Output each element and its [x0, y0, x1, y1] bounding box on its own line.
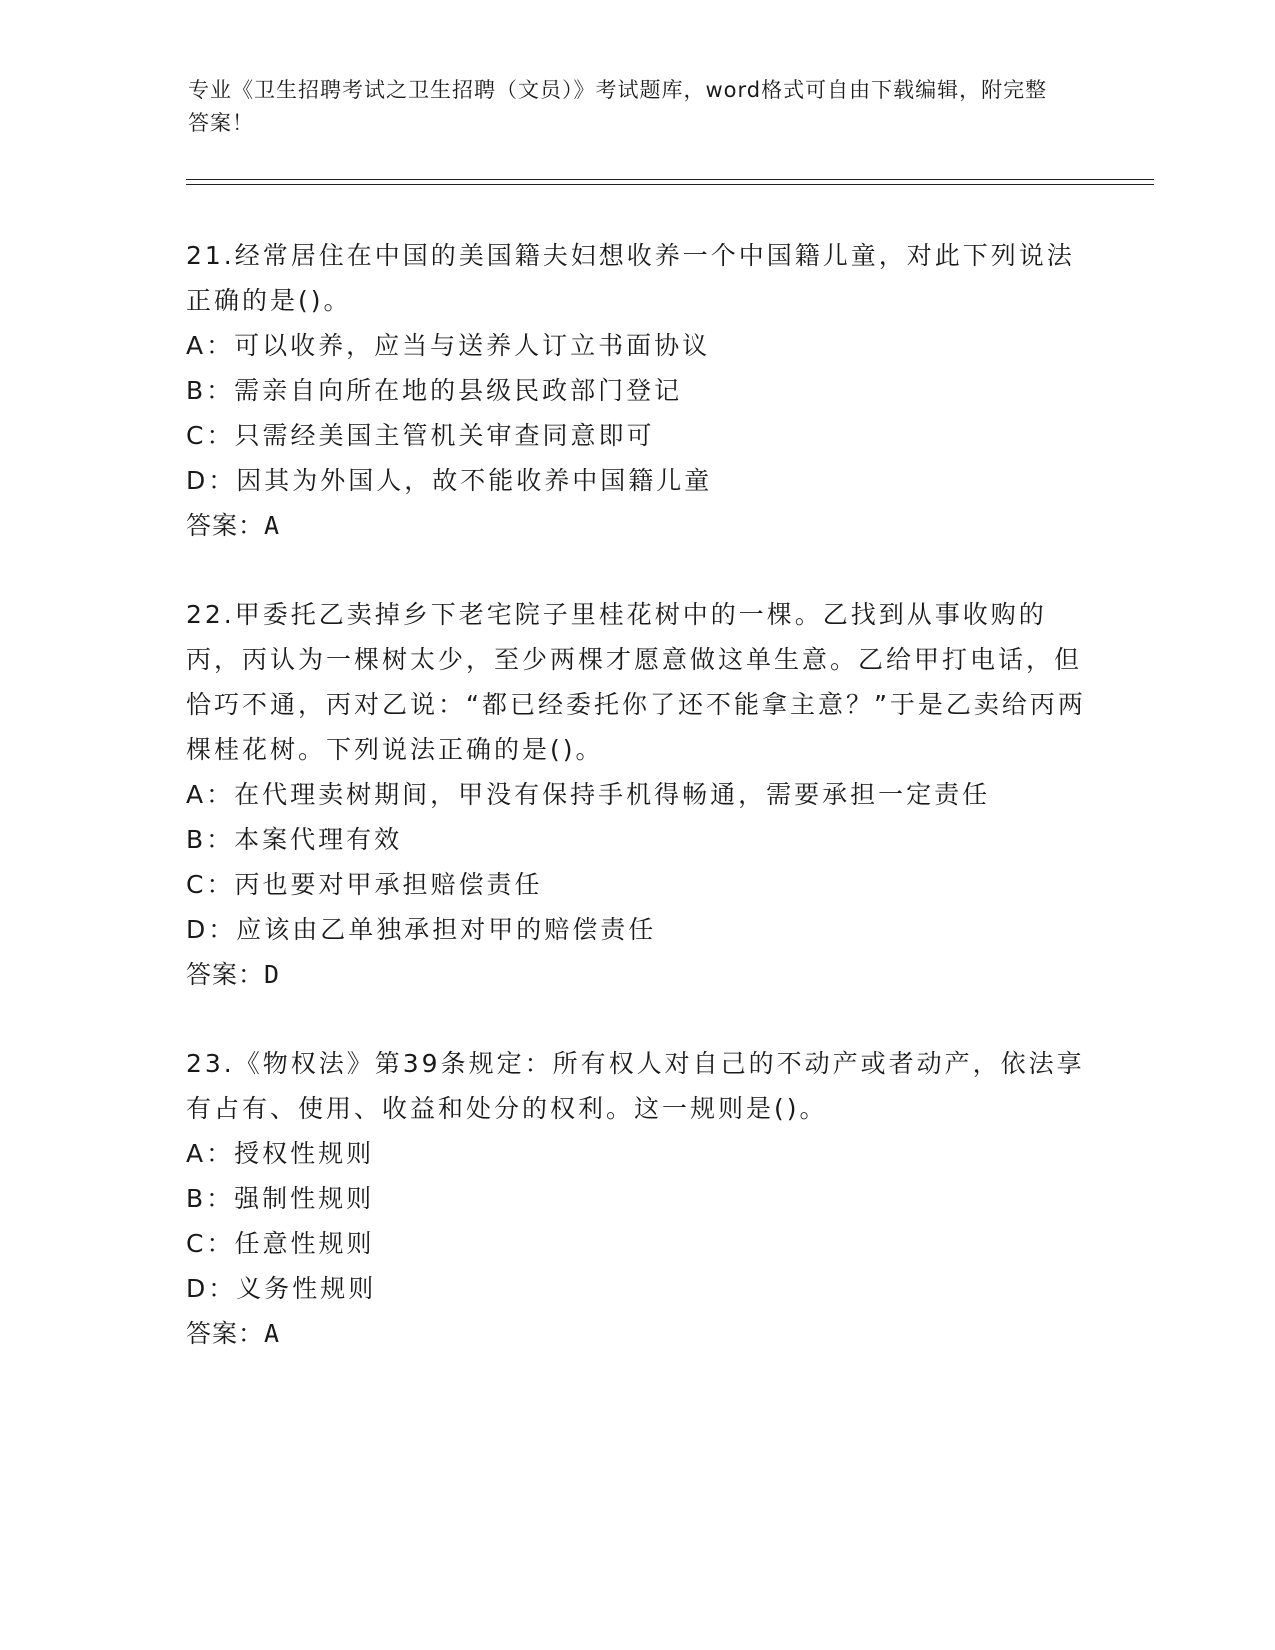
option-d: D：因其为外国人，故不能收养中国籍儿童 — [186, 466, 713, 495]
question-stem: 22.甲委托乙卖掉乡下老宅院子里桂花树中的一棵。乙找到从事收购的丙，丙认为一棵树太少，至少两棵才愿意做这单生意。乙给甲打电话，但恰巧不通，丙对乙说：“都已经委托你了还不能拿主意？”于是乙卖给丙两棵桂花树。下列说法正确的是()。 — [186, 600, 1086, 764]
answer-value: D — [264, 960, 281, 989]
option-a: A：在代理卖树期间，甲没有保持手机得畅通，需要承担一定责任 — [186, 780, 991, 809]
answer-line — [186, 1311, 1086, 1356]
answer-label: 答案： — [186, 960, 265, 989]
question-22 — [186, 592, 1086, 997]
question-stem: 21.经常居住在中国的美国籍夫妇想收养一个中国籍儿童，对此下列说法正确的是()。 — [186, 241, 1075, 315]
answer-label: 答案： — [186, 511, 265, 540]
option-b: B：强制性规则 — [186, 1184, 375, 1213]
option-a: A：授权性规则 — [186, 1139, 375, 1168]
option-b: B：需亲自向所在地的县级民政部门登记 — [186, 376, 683, 405]
answer-value: A — [264, 511, 281, 540]
answer-line — [186, 952, 1086, 997]
option-d: D：应该由乙单独承担对甲的赔偿责任 — [186, 915, 657, 944]
option-a: A：可以收养，应当与送养人订立书面协议 — [186, 331, 711, 360]
question-stem: 23.《物权法》第39条规定：所有权人对自己的不动产或者动产，依法享有占有、使用、收益和处分的权利。这一规则是()。 — [186, 1049, 1085, 1123]
answer-line — [186, 503, 1086, 548]
option-c: C：只需经美国主管机关审查同意即可 — [186, 421, 655, 450]
answer-value: A — [264, 1319, 281, 1348]
question-21 — [186, 233, 1086, 548]
option-c: C：任意性规则 — [186, 1229, 375, 1258]
option-b: B：本案代理有效 — [186, 825, 403, 854]
header-divider — [186, 179, 1154, 185]
question-list — [186, 233, 1086, 1400]
document-header: 专业《卫生招聘考试之卫生招聘（文员）》考试题库，word格式可自由下载编辑，附完整答案！ — [188, 78, 1048, 135]
question-23 — [186, 1041, 1086, 1356]
option-d: D：义务性规则 — [186, 1274, 377, 1303]
option-c: C：丙也要对甲承担赔偿责任 — [186, 870, 543, 899]
answer-label: 答案： — [186, 1319, 265, 1348]
